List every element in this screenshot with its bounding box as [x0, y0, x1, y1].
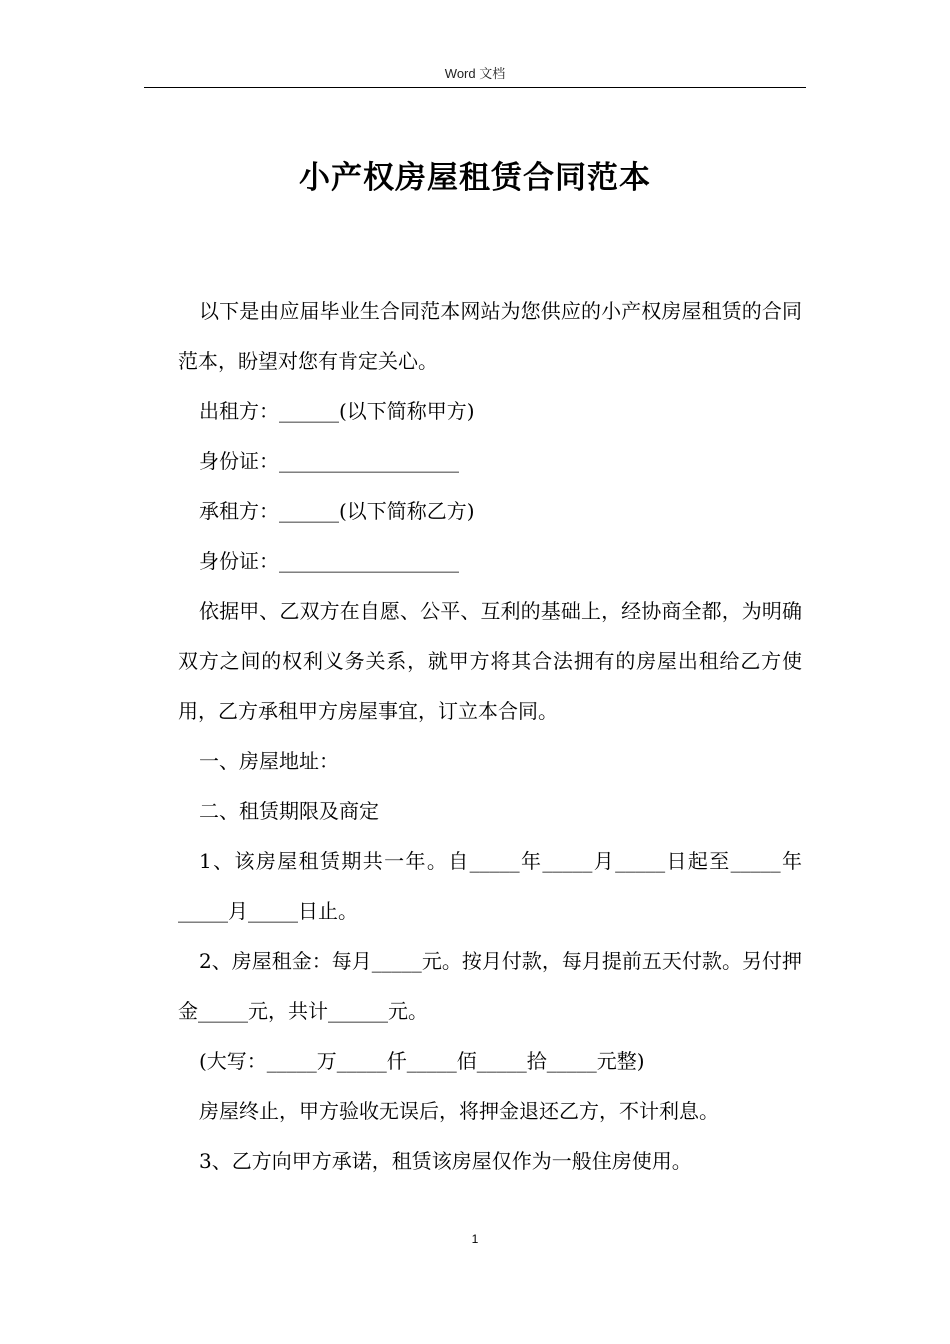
- clause-deposit-return: 房屋终止，甲方验收无误后，将押金退还乙方，不计利息。: [199, 1099, 719, 1123]
- section-heading-term: 二、租赁期限及商定: [199, 799, 379, 823]
- clause-rent: 2、房屋租金：每月_____元。按月付款，每月提前五天付款。另付押金_____元，共计______元。: [178, 949, 802, 1023]
- lessor-id-line: 身份证：__________________: [199, 449, 459, 473]
- clause-amount-in-words: (大写：_____万_____仟_____佰_____拾_____元整): [199, 1049, 645, 1073]
- clause-usage: 3、乙方向甲方承诺，租赁该房屋仅作为一般住房使用。: [199, 1149, 692, 1173]
- document-title: 小产权房屋租赁合同范本: [299, 160, 651, 196]
- page-header: Word 文档: [444, 66, 506, 81]
- lessee-line: 承租方：______(以下简称乙方): [199, 499, 475, 523]
- clause-lease-term: 1、该房屋租赁期共一年。自_____年_____月_____日起至_____年_____月_____日止。: [178, 849, 802, 923]
- header-divider: [144, 87, 806, 88]
- lessee-id-line: 身份证：__________________: [199, 549, 459, 573]
- page-number: 1: [471, 1232, 479, 1246]
- intro-paragraph: 以下是由应届毕业生合同范本网站为您供应的小产权房屋租赁的合同范本，盼望对您有肯定关心。: [178, 299, 802, 373]
- lessor-line: 出租方：______(以下简称甲方): [199, 399, 475, 423]
- document-body: [178, 286, 802, 1186]
- section-heading-address: 一、房屋地址：: [199, 749, 339, 773]
- preamble-paragraph: 依据甲、乙双方在自愿、公平、互利的基础上，经协商全都，为明确双方之间的权利义务关系，就甲方将其合法拥有的房屋出租给乙方使用，乙方承租甲方房屋事宜，订立本合同。: [178, 599, 802, 723]
